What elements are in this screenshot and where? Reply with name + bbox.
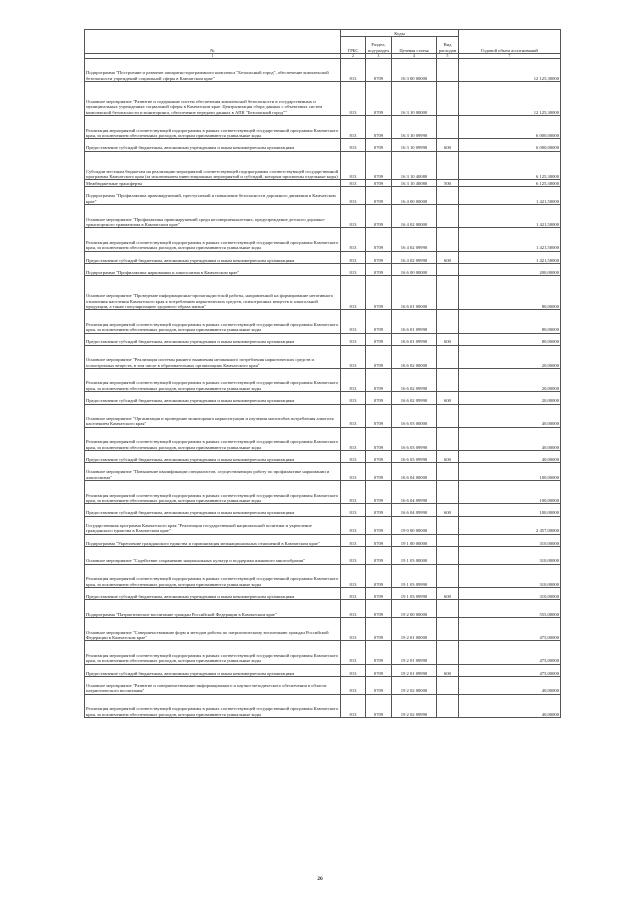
row-section-cell: 0709 [366, 451, 392, 463]
row-amount-cell: 310,00000 [459, 534, 561, 546]
row-expense-type-cell [437, 116, 459, 139]
row-grbs-cell: 813 [341, 205, 366, 228]
row-grbs-cell: 813 [341, 228, 366, 251]
row-grbs-cell: 813 [341, 534, 366, 546]
row-expense-type-cell [437, 641, 459, 664]
row-name-cell: Предоставление субсидий бюджетным, автономным учреждениям и иным некоммерческим организациям [85, 664, 341, 676]
row-expense-type-cell [437, 534, 459, 546]
row-expense-type-cell: 600 [437, 587, 459, 599]
row-target-cell: 16 3 10 00000 [392, 82, 437, 116]
row-target-cell: 16 6 03 09990 [392, 451, 437, 463]
row-name-cell: Реализация мероприятий соответствующей подпрограммы в рамках соответствующей государственной программы Камчатского края, за исключением обеспеченных расходов, которым присваиваются уникальные коды [85, 427, 341, 450]
row-name-cell: Подпрограмма "Профилактика наркомании и алкоголизма в Камчатском крае" [85, 263, 341, 275]
row-target-cell: 16 6 02 09990 [392, 392, 437, 404]
row-amount-cell: 100,00000 [459, 463, 561, 481]
row-grbs-cell: 813 [341, 369, 366, 392]
row-target-cell: 16 6 03 00000 [392, 404, 437, 427]
row-name-cell: Подпрограмма "Патриотическое воспитание граждан Российской Федерации в Камчатском крае" [85, 600, 341, 618]
table-row [85, 564, 561, 587]
table-row [85, 516, 561, 534]
row-amount-cell: 20,00000 [459, 369, 561, 392]
table-row [85, 276, 561, 310]
table-row [85, 139, 561, 151]
target-column-header: Целевая статья [392, 37, 437, 54]
row-target-cell: 19 2 02 00000 [392, 676, 437, 694]
row-expense-type-cell: 600 [437, 251, 459, 263]
row-section-cell: 0709 [366, 139, 392, 151]
table-row [85, 463, 561, 481]
row-section-cell: 0709 [366, 618, 392, 641]
row-expense-type-cell [437, 564, 459, 587]
row-expense-type-cell [437, 600, 459, 618]
row-target-cell: 16 6 01 09990 [392, 310, 437, 333]
column-index: 5 [437, 54, 459, 59]
row-amount-cell: 1 421,50000 [459, 228, 561, 251]
row-section-cell: 0709 [366, 151, 392, 180]
codes-column-header: Коды [341, 30, 459, 37]
row-amount-cell: 40,00000 [459, 404, 561, 427]
row-grbs-cell: 813 [341, 82, 366, 116]
row-target-cell: 19 2 01 09990 [392, 664, 437, 676]
row-name-cell: Государственная программа Камчатского края "Реализация государственной национальной политики и укрепление гражданского единства в Камчатском крае" [85, 516, 341, 534]
row-name-cell: Основное мероприятие "Реализация системы раннего выявления незаконного потребления наркотических средств и психотропных веществ, в том числе в образовательных организациях Камчатского края" [85, 345, 341, 368]
row-section-cell: 0709 [366, 180, 392, 187]
row-target-cell: 16 4 00 00000 [392, 187, 437, 205]
table-row [85, 504, 561, 516]
row-name-cell: Предоставление субсидий бюджетным, автономным учреждениям и иным некоммерческим организациям [85, 139, 341, 151]
row-expense-type-cell [437, 427, 459, 450]
row-expense-type-cell: 600 [437, 451, 459, 463]
row-grbs-cell: 813 [341, 641, 366, 664]
row-amount-cell: 310,00000 [459, 546, 561, 564]
row-amount-cell: 6 125,30000 [459, 180, 561, 187]
row-expense-type-cell [437, 694, 459, 717]
row-section-cell: 0709 [366, 504, 392, 516]
table-row [85, 310, 561, 333]
table-row [85, 345, 561, 368]
row-target-cell: 19 0 00 00000 [392, 516, 437, 534]
row-name-cell: Предоставление субсидий бюджетным, автономным учреждениям и иным некоммерческим организациям [85, 504, 341, 516]
row-section-cell: 0709 [366, 228, 392, 251]
row-amount-cell: 6 000,00000 [459, 116, 561, 139]
row-amount-cell: 1 421,50000 [459, 187, 561, 205]
row-grbs-cell: 813 [341, 427, 366, 450]
row-expense-type-cell [437, 676, 459, 694]
table-row [85, 205, 561, 228]
row-expense-type-cell: 500 [437, 180, 459, 187]
row-target-cell: 16 6 02 00000 [392, 345, 437, 368]
table-row [85, 151, 561, 180]
grbs-column-header: ГРБС [341, 37, 366, 54]
row-name-cell: Предоставление субсидий бюджетным, автономным учреждениям и иным некоммерческим организациям [85, 251, 341, 263]
row-target-cell: 16 3 00 00000 [392, 59, 437, 82]
row-grbs-cell: 813 [341, 345, 366, 368]
row-name-cell: Реализация мероприятий соответствующей подпрограммы в рамках соответствующей государственной программы Камчатского края, за исключением обеспеченных расходов, которым присваиваются уникальные коды [85, 116, 341, 139]
row-amount-cell: 12 125,30000 [459, 59, 561, 82]
row-section-cell: 0709 [366, 263, 392, 275]
row-name-cell: Основное мероприятие "Развитие и содержание систем обеспечения комплексной безопасности в государственных и муниципальных учреждениях социальной сферы в Камчатском крае. Централизация сбора данных с объектовых систем комплексной безопасности и мониторинга, обеспечение передачи данных в АПК "Безопасный город"" [85, 82, 341, 116]
table-row [85, 82, 561, 116]
row-name-cell: Предоставление субсидий бюджетным, автономным учреждениям и иным некоммерческим организациям [85, 587, 341, 599]
number-column-header: № [85, 30, 341, 54]
table-row [85, 404, 561, 427]
row-target-cell: 16 6 00 00000 [392, 263, 437, 275]
row-amount-cell: 555,00000 [459, 600, 561, 618]
row-grbs-cell: 813 [341, 564, 366, 587]
row-amount-cell: 310,00000 [459, 587, 561, 599]
row-section-cell: 0709 [366, 481, 392, 504]
row-expense-type-cell: 600 [437, 139, 459, 151]
row-expense-type-cell [437, 205, 459, 228]
row-target-cell: 16 6 01 09990 [392, 333, 437, 345]
row-grbs-cell: 813 [341, 139, 366, 151]
row-amount-cell: 100,00000 [459, 481, 561, 504]
table-row [85, 187, 561, 205]
table-row [85, 369, 561, 392]
row-target-cell: 16 4 02 09990 [392, 228, 437, 251]
table-row [85, 600, 561, 618]
row-target-cell: 16 4 02 09990 [392, 251, 437, 263]
row-amount-cell: 40,00000 [459, 676, 561, 694]
row-section-cell: 0709 [366, 516, 392, 534]
table-row [85, 641, 561, 664]
row-expense-type-cell: 600 [437, 392, 459, 404]
row-name-cell: Подпрограмма "Построение и развитие аппаратно-программного комплекса "Безопасный город", обеспечение комплексной безопасности учреждений социальной сферы в Камчатском крае" [85, 59, 341, 82]
row-grbs-cell: 813 [341, 251, 366, 263]
row-target-cell: 19 2 00 00000 [392, 600, 437, 618]
row-grbs-cell: 813 [341, 516, 366, 534]
row-grbs-cell: 813 [341, 59, 366, 82]
expense-type-column-header: Вид расходов [437, 37, 459, 54]
row-section-cell: 0709 [366, 333, 392, 345]
row-target-cell: 16 3 10 09990 [392, 139, 437, 151]
row-target-cell: 19 2 02 09990 [392, 694, 437, 717]
row-amount-cell: 2 457,00000 [459, 516, 561, 534]
row-section-cell: 0709 [366, 205, 392, 228]
row-amount-cell: 310,00000 [459, 564, 561, 587]
table-row [85, 263, 561, 275]
row-target-cell: 16 6 02 09990 [392, 369, 437, 392]
table-row [85, 694, 561, 717]
row-expense-type-cell [437, 516, 459, 534]
row-name-cell: Основное мероприятие "Повышение квалификации специалистов, осуществляющих работу по профилактике наркомании и алкоголизма" [85, 463, 341, 481]
row-section-cell: 0709 [366, 694, 392, 717]
row-grbs-cell: 813 [341, 676, 366, 694]
row-name-cell: Межбюджетные трансферты [85, 180, 341, 187]
row-section-cell: 0709 [366, 59, 392, 82]
row-target-cell: 16 6 04 09990 [392, 481, 437, 504]
row-section-cell: 0709 [366, 564, 392, 587]
row-grbs-cell: 813 [341, 187, 366, 205]
table-row [85, 180, 561, 187]
row-name-cell: Реализация мероприятий соответствующей подпрограммы в рамках соответствующей государственной программы Камчатского края, за исключением обеспеченных расходов, которым присваиваются уникальные коды [85, 310, 341, 333]
table-row [85, 251, 561, 263]
row-name-cell: Предоставление субсидий бюджетным, автономным учреждениям и иным некоммерческим организациям [85, 451, 341, 463]
row-expense-type-cell [437, 263, 459, 275]
row-grbs-cell: 813 [341, 451, 366, 463]
row-target-cell: 16 6 01 00000 [392, 276, 437, 310]
row-grbs-cell: 813 [341, 504, 366, 516]
row-amount-cell: 475,00000 [459, 618, 561, 641]
row-expense-type-cell [437, 82, 459, 116]
row-amount-cell: 100,00000 [459, 504, 561, 516]
row-section-cell: 0709 [366, 463, 392, 481]
row-amount-cell: 6 125,30000 [459, 151, 561, 180]
row-name-cell: Реализация мероприятий соответствующей подпрограммы в рамках соответствующей государственной программы Камчатского края, за исключением обеспеченных расходов, которым присваиваются уникальные коды [85, 369, 341, 392]
page-number: 26 [317, 876, 323, 882]
row-grbs-cell: 813 [341, 276, 366, 310]
row-expense-type-cell [437, 187, 459, 205]
row-section-cell: 0709 [366, 82, 392, 116]
row-name-cell: Реализация мероприятий соответствующей подпрограммы в рамках соответствующей государственной программы Камчатского края, за исключением обеспеченных расходов, которым присваиваются уникальные коды [85, 564, 341, 587]
row-grbs-cell: 813 [341, 310, 366, 333]
row-amount-cell: 40,00000 [459, 451, 561, 463]
row-target-cell: 19 1 03 09990 [392, 587, 437, 599]
row-expense-type-cell [437, 618, 459, 641]
row-name-cell: Реализация мероприятий соответствующей подпрограммы в рамках соответствующей государственной программы Камчатского края, за исключением обеспеченных расходов, которым присваиваются уникальные коды [85, 694, 341, 717]
row-expense-type-cell [437, 404, 459, 427]
row-target-cell: 16 6 04 09990 [392, 504, 437, 516]
table-row [85, 481, 561, 504]
row-section-cell: 0709 [366, 310, 392, 333]
row-amount-cell: 1 421,50000 [459, 251, 561, 263]
table-row [85, 451, 561, 463]
row-name-cell: Реализация мероприятий соответствующей подпрограммы в рамках соответствующей государственной программы Камчатского края, за исключением обеспеченных расходов, которым присваиваются уникальные коды [85, 481, 341, 504]
row-expense-type-cell [437, 310, 459, 333]
table-row [85, 676, 561, 694]
row-target-cell: 16 6 04 00000 [392, 463, 437, 481]
row-section-cell: 0709 [366, 251, 392, 263]
row-expense-type-cell [437, 276, 459, 310]
row-amount-cell: 80,00000 [459, 310, 561, 333]
row-target-cell: 19 1 03 09990 [392, 564, 437, 587]
row-grbs-cell: 813 [341, 392, 366, 404]
row-amount-cell: 475,00000 [459, 641, 561, 664]
column-index: 4 [392, 54, 437, 59]
row-section-cell: 0709 [366, 600, 392, 618]
row-grbs-cell: 813 [341, 404, 366, 427]
row-section-cell: 0709 [366, 276, 392, 310]
row-grbs-cell: 813 [341, 618, 366, 641]
budget-table [84, 29, 561, 718]
row-name-cell: Основное мероприятие "Организация и проведение мониторинга наркоситуации и изучения масштабов потребления алкоголя населением Камчатского края" [85, 404, 341, 427]
row-name-cell: Реализация мероприятий соответствующей подпрограммы в рамках соответствующей государственной программы Камчатского края, за исключением обеспеченных расходов, которым присваиваются уникальные коды [85, 641, 341, 664]
row-expense-type-cell [437, 228, 459, 251]
row-grbs-cell: 813 [341, 600, 366, 618]
column-index: 1 [85, 54, 341, 59]
row-section-cell: 0709 [366, 392, 392, 404]
row-expense-type-cell: 600 [437, 504, 459, 516]
row-target-cell: 16 3 10 40080 [392, 151, 437, 180]
row-section-cell: 0709 [366, 427, 392, 450]
row-expense-type-cell [437, 481, 459, 504]
row-grbs-cell: 813 [341, 546, 366, 564]
row-target-cell: 16 4 02 00000 [392, 205, 437, 228]
table-row [85, 427, 561, 450]
row-amount-cell: 40,00000 [459, 694, 561, 717]
row-grbs-cell: 813 [341, 664, 366, 676]
table-row [85, 587, 561, 599]
column-index: 2 [341, 54, 366, 59]
row-grbs-cell: 813 [341, 116, 366, 139]
row-amount-cell: 80,00000 [459, 333, 561, 345]
row-name-cell: Подпрограмма "Укрепление гражданского единства и гармонизация межнациональных отношений в Камчатском крае" [85, 534, 341, 546]
row-amount-cell: 475,00000 [459, 664, 561, 676]
row-expense-type-cell: 600 [437, 664, 459, 676]
row-section-cell: 0709 [366, 641, 392, 664]
row-expense-type-cell [437, 546, 459, 564]
row-amount-cell: 80,00000 [459, 276, 561, 310]
table-row [85, 392, 561, 404]
row-amount-cell: 20,00000 [459, 392, 561, 404]
row-amount-cell: 12 125,30000 [459, 82, 561, 116]
row-section-cell: 0709 [366, 345, 392, 368]
row-section-cell: 0709 [366, 534, 392, 546]
row-grbs-cell: 813 [341, 694, 366, 717]
row-name-cell: Реализация мероприятий соответствующей подпрограммы в рамках соответствующей государственной программы Камчатского края, за исключением обеспеченных расходов, которым присваиваются уникальные коды [85, 228, 341, 251]
row-section-cell: 0709 [366, 546, 392, 564]
row-amount-cell: 200,00000 [459, 263, 561, 275]
row-grbs-cell: 813 [341, 180, 366, 187]
row-amount-cell: 6 000,00000 [459, 139, 561, 151]
table-row [85, 618, 561, 641]
row-target-cell: 16 6 03 09990 [392, 427, 437, 450]
row-expense-type-cell: 600 [437, 333, 459, 345]
row-grbs-cell: 813 [341, 481, 366, 504]
row-target-cell: 16 3 10 09990 [392, 116, 437, 139]
row-target-cell: 19 2 01 00000 [392, 618, 437, 641]
row-name-cell: Основное мероприятие "Содействие сохранению национальных культур и поддержка языкового многообразия" [85, 546, 341, 564]
row-target-cell: 19 1 03 00000 [392, 546, 437, 564]
row-grbs-cell: 813 [341, 333, 366, 345]
row-section-cell: 0709 [366, 187, 392, 205]
row-name-cell: Подпрограмма "Профилактика правонарушений, преступлений и повышение безопасности дорожного движения в Камчатском крае" [85, 187, 341, 205]
budget-table-body [85, 59, 561, 718]
table-row [85, 228, 561, 251]
row-section-cell: 0709 [366, 116, 392, 139]
row-target-cell: 19 2 01 09990 [392, 641, 437, 664]
column-index: 3 [366, 54, 392, 59]
row-section-cell: 0709 [366, 664, 392, 676]
row-section-cell: 0709 [366, 404, 392, 427]
row-name-cell: Предоставление субсидий бюджетным, автономным учреждениям и иным некоммерческим организациям [85, 392, 341, 404]
row-expense-type-cell [437, 345, 459, 368]
table-row [85, 116, 561, 139]
row-grbs-cell: 813 [341, 151, 366, 180]
table-row [85, 59, 561, 82]
row-section-cell: 0709 [366, 587, 392, 599]
row-name-cell: Предоставление субсидий бюджетным, автономным учреждениям и иным некоммерческим организациям [85, 333, 341, 345]
table-row [85, 534, 561, 546]
row-name-cell: Основное мероприятие "Совершенствование форм и методов работы по патриотическому воспитанию граждан Российской Федерации в Камчатском крае" [85, 618, 341, 641]
row-target-cell: 16 3 10 40080 [392, 180, 437, 187]
row-grbs-cell: 813 [341, 463, 366, 481]
table-row [85, 664, 561, 676]
row-name-cell: Основное мероприятие "Развитие и совершенствование информационного и научно-методического обеспечения в области патриотического воспитания" [85, 676, 341, 694]
row-expense-type-cell [437, 151, 459, 180]
row-grbs-cell: 813 [341, 263, 366, 275]
row-amount-cell: 20,00000 [459, 345, 561, 368]
row-amount-cell: 1 421,50000 [459, 205, 561, 228]
volume-column-header: Годовой объем ассигнований [459, 30, 561, 54]
row-name-cell: Основное мероприятие "Проведение информационно-пропагандистской работы, направленной на формирование негативного отношения населения Камчатского края к потреблению наркотических средств, психотропных веществ и алкогольной продукции, а также популяризацию здорового образа жизни" [85, 276, 341, 310]
row-grbs-cell: 813 [341, 587, 366, 599]
row-target-cell: 19 1 00 00000 [392, 534, 437, 546]
section-column-header: Раздел, под-раздел [366, 37, 392, 54]
row-section-cell: 0709 [366, 369, 392, 392]
row-expense-type-cell [437, 463, 459, 481]
column-index: 7 [459, 54, 561, 59]
row-name-cell: Основное мероприятие "Профилактика правонарушений среди несовершеннолетних, предупреждение детского дорожно-транспортного травматизма в Камчатском крае" [85, 205, 341, 228]
row-expense-type-cell [437, 59, 459, 82]
row-name-cell: Субсидии местным бюджетам на реализацию мероприятий соответствующей подпрограммы соответствующей государственной программы Камчатского края (за исключением инвестиционных мероприятий и субсидий, которым присвоены отдельные коды) [85, 151, 341, 180]
row-amount-cell: 40,00000 [459, 427, 561, 450]
row-section-cell: 0709 [366, 676, 392, 694]
table-row [85, 333, 561, 345]
row-expense-type-cell [437, 369, 459, 392]
table-row [85, 546, 561, 564]
